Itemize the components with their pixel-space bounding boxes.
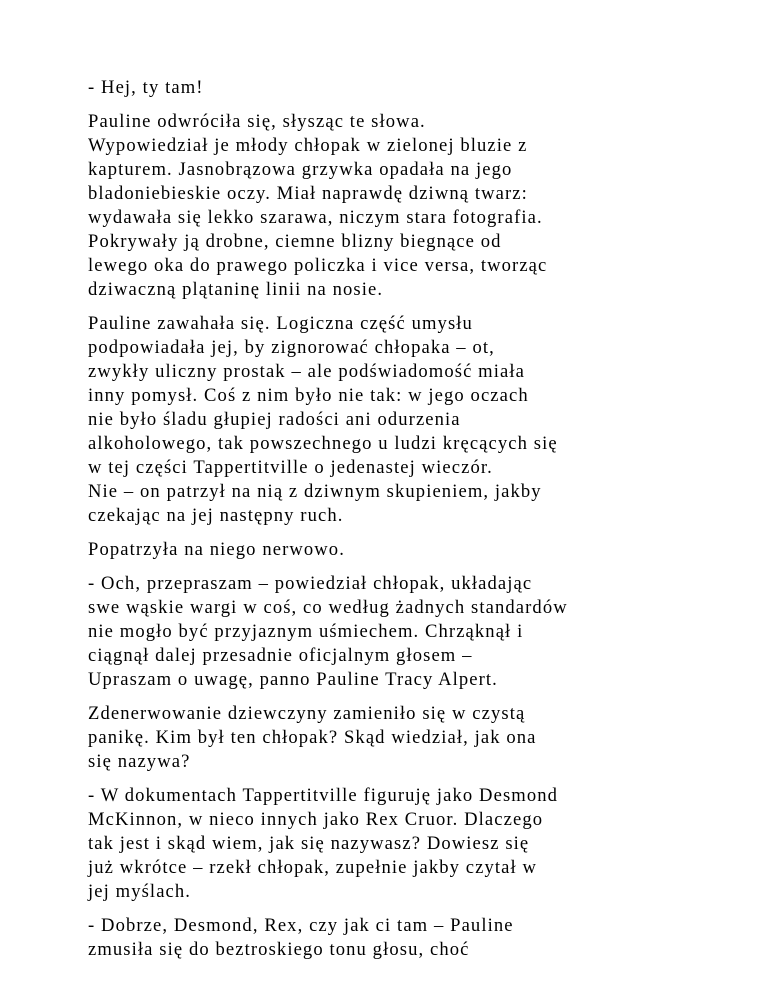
text-line: zwykły uliczny prostak – ale podświadomość miała — [88, 361, 525, 382]
paragraph-introduction — [88, 784, 688, 904]
text-line: Upraszam o uwagę, panno Pauline Tracy Alpert. — [88, 669, 498, 690]
text-line: jej myślach. — [88, 881, 192, 902]
text-line: Popatrzyła na niego nerwowo. — [88, 539, 345, 560]
text-line: nie mogło być przyjaznym uśmiechem. Chrząknął i — [88, 621, 524, 642]
document-body — [88, 76, 688, 972]
text-line: lewego oka do prawego policzka i vice versa, tworząc — [88, 255, 548, 276]
text-line: alkoholowego, tak powszechnego u ludzi kręcących się — [88, 433, 558, 454]
text-line: w tej części Tappertitville o jedenastej wieczór. — [88, 457, 493, 478]
text-line: czekając na jej następny ruch. — [88, 505, 344, 526]
text-line: bladoniebieskie oczy. Miał naprawdę dziwną twarz: — [88, 183, 528, 204]
text-line: inny pomysł. Coś z nim było nie tak: w jego oczach — [88, 385, 529, 406]
text-line: kapturem. Jasnobrązowa grzywka opadała na jego — [88, 159, 513, 180]
text-line: - Dobrze, Desmond, Rex, czy jak ci tam – Pauline — [88, 915, 514, 936]
text-line: Pauline odwróciła się, słysząc te słowa. — [88, 111, 426, 132]
paragraph-description — [88, 110, 688, 302]
text-line: panikę. Kim był ten chłopak? Skąd wiedział, jak ona — [88, 727, 537, 748]
text-line: Pokrywały ją drobne, ciemne blizny biegnące od — [88, 231, 502, 252]
paragraph-greeting — [88, 76, 688, 100]
text-line: Zdenerwowanie dziewczyny zamieniło się w czystą — [88, 703, 526, 724]
text-line: tak jest i skąd wiem, jak się nazywasz? Dowiesz się — [88, 833, 530, 854]
paragraph-apology — [88, 572, 688, 692]
text-line: już wkrótce – rzekł chłopak, zupełnie jakby czytał w — [88, 857, 538, 878]
text-line: wydawała się lekko szarawa, niczym stara fotografia. — [88, 207, 543, 228]
text-line: zmusiła się do beztroskiego tonu głosu, choć — [88, 939, 470, 960]
text-line: się nazywa? — [88, 751, 191, 772]
text-line: Pauline zawahała się. Logiczna część umysłu — [88, 313, 473, 334]
text-line: podpowiadała jej, by zignorować chłopaka – ot, — [88, 337, 495, 358]
text-line: - Och, przepraszam – powiedział chłopak, układając — [88, 573, 533, 594]
paragraph-nervous-look — [88, 538, 688, 562]
paragraph-hesitation — [88, 312, 688, 528]
text-line: - Hej, ty tam! — [88, 77, 204, 98]
paragraph-reply — [88, 914, 688, 962]
text-line: McKinnon, w nieco innych jako Rex Cruor. Dlaczego — [88, 809, 544, 830]
text-line: Wypowiedział je młody chłopak w zielonej bluzie z — [88, 135, 528, 156]
text-line: dziwaczną plątaninę linii na nosie. — [88, 279, 384, 300]
text-line: nie było śladu głupiej radości ani odurzenia — [88, 409, 461, 430]
paragraph-panic — [88, 702, 688, 774]
text-line: Nie – on patrzył na nią z dziwnym skupieniem, jakby — [88, 481, 542, 502]
text-line: - W dokumentach Tappertitville figuruję jako Desmond — [88, 785, 559, 806]
text-line: ciągnął dalej przesadnie oficjalnym głosem – — [88, 645, 473, 666]
text-line: swe wąskie wargi w coś, co według żadnych standardów — [88, 597, 568, 618]
